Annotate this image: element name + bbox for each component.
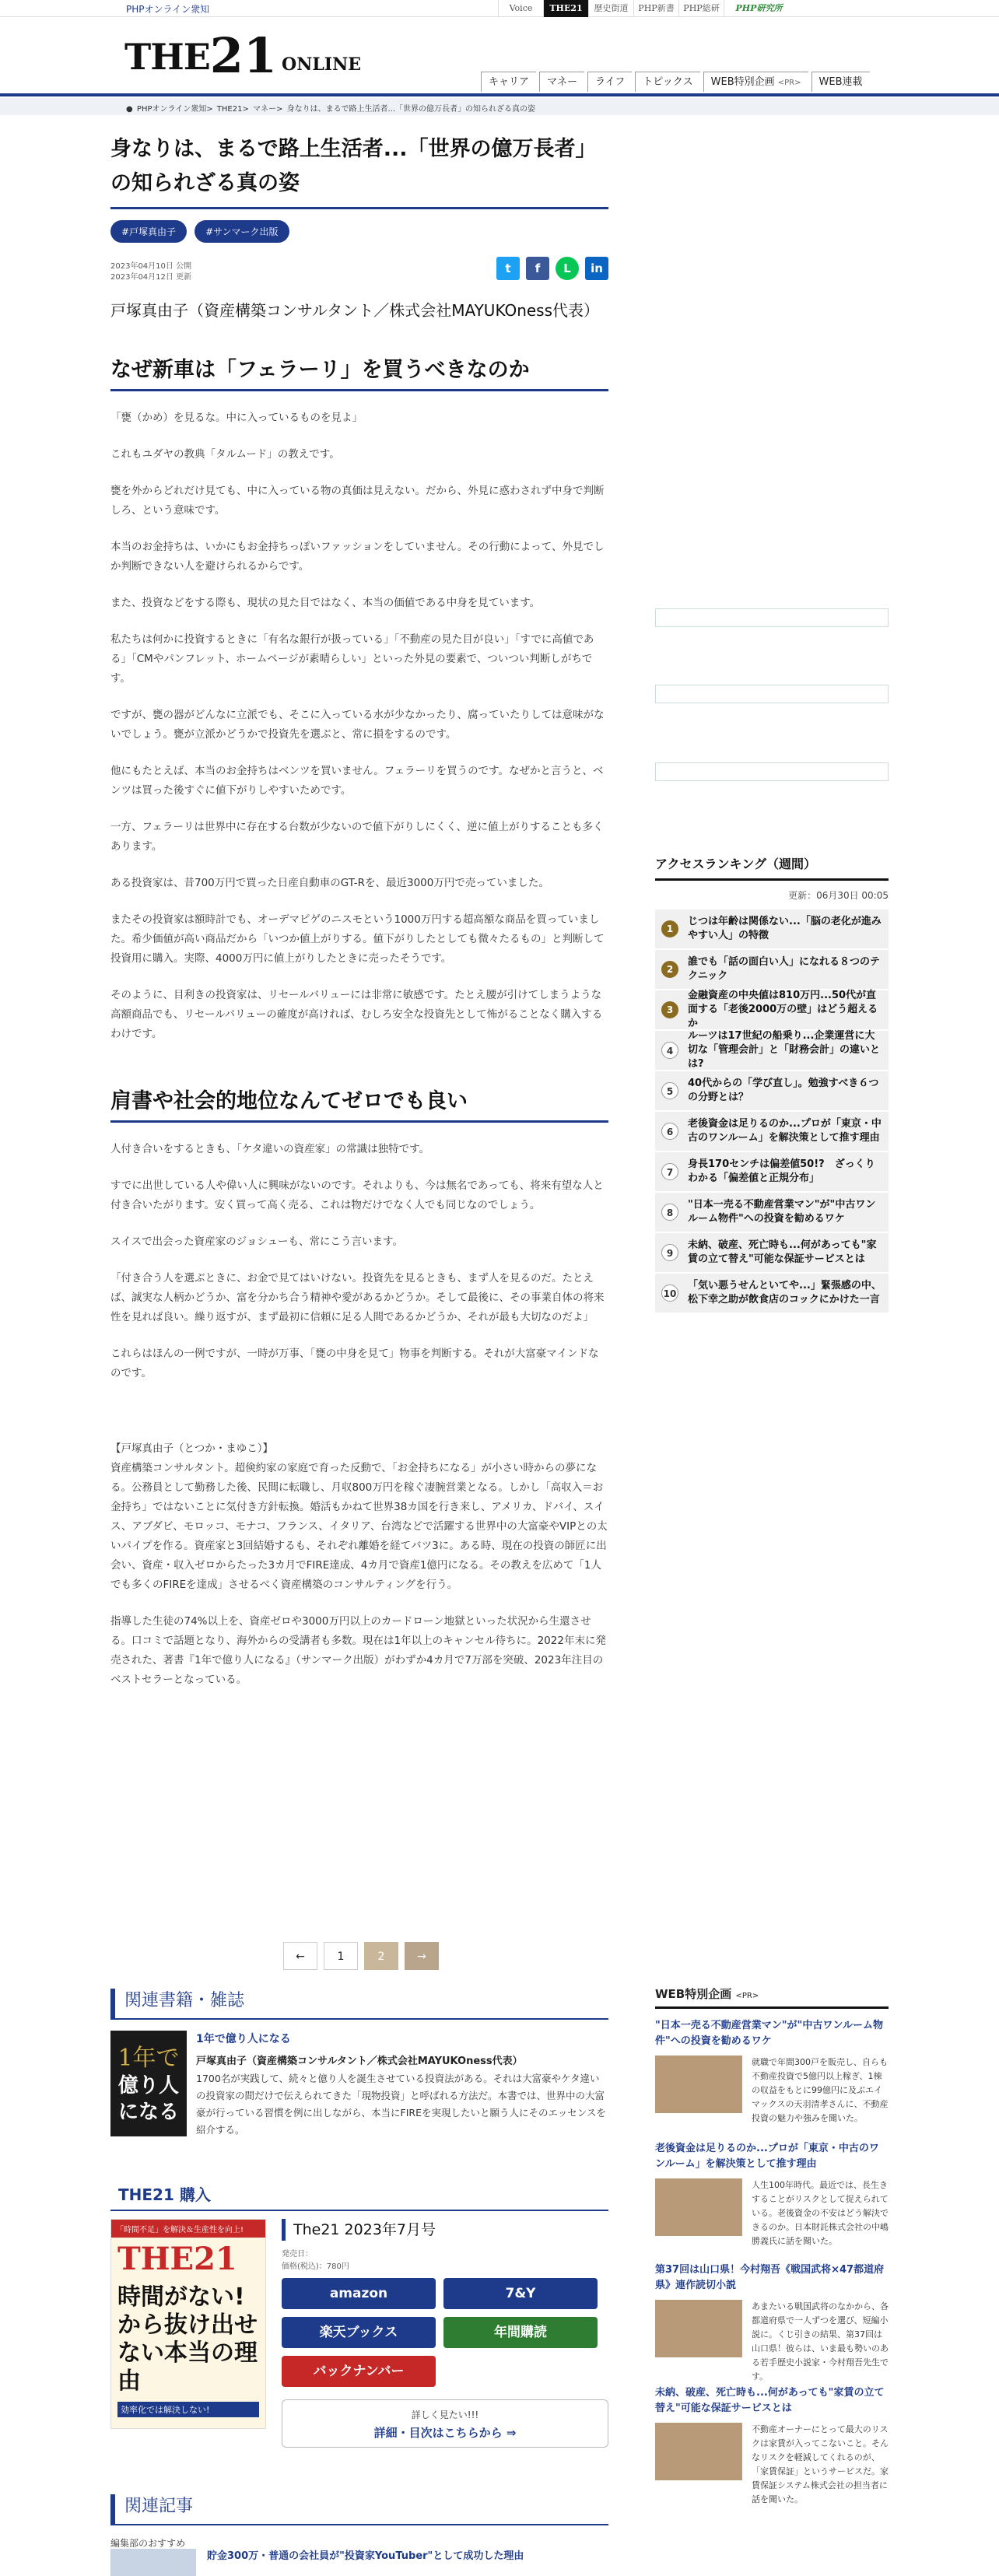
article-paragraph: 本当のお金持ちは、いかにもお金持ちっぽいファッションをしていません。その行動によって、外見でしか判断できない人を避けられるからです。 xyxy=(110,541,605,573)
buy-amazon-button[interactable]: amazon xyxy=(282,2278,436,2309)
annual-subscription-button[interactable]: 年間購読 xyxy=(443,2317,598,2348)
magazine-cover[interactable] xyxy=(110,2219,266,2429)
related-heading: 関連記事 xyxy=(110,2494,608,2525)
section-body xyxy=(110,408,608,1044)
ranking-item[interactable] xyxy=(655,1193,889,1233)
nav-career[interactable] xyxy=(481,72,536,92)
price-label: 価格(税込)：780円 xyxy=(282,2262,349,2271)
ranking-item[interactable] xyxy=(655,1112,889,1152)
web-special-item[interactable] xyxy=(655,2141,889,2248)
twitter-icon[interactable]: t xyxy=(496,257,520,280)
issue-title: The21 2023年7月号 xyxy=(282,2219,608,2241)
ranking-title: 「気い悪うせんといてや...」緊張感の中、松下幸之助が飲食店のコックにかけた一言 xyxy=(688,1280,882,1306)
article-paragraph: 人付き合いをするときも、「ケタ違いの資産家」の常識は独特です。 xyxy=(110,1143,429,1155)
web-special-item[interactable] xyxy=(655,2385,889,2507)
ranking-title: 未納、破産、死亡時も...何があっても"家賃の立て替え"可能な保証サービスとは xyxy=(688,1239,877,1265)
ranking-number: 1 xyxy=(661,920,678,938)
nav-pr-badge: <PR> xyxy=(777,79,801,87)
nav-label: ライフ xyxy=(595,76,626,88)
pager-prev[interactable]: ← xyxy=(283,1942,317,1970)
article-paragraph: 他にもたとえば、本当のお金持ちはベンツを買いません。フェラーリを買うのです。なぜかと言うと、ベンツは買った後すぐに値下がりしやすいためです。 xyxy=(110,765,604,797)
updated-date: 2023年04月12日 更新 xyxy=(110,273,192,282)
brand-link-php-souken[interactable]: PHP総研 xyxy=(678,0,724,17)
brand-link-php-kenkyujo[interactable]: PHP研究所 xyxy=(724,0,794,17)
purchase-panel xyxy=(282,2219,608,2448)
ad-banner[interactable] xyxy=(655,608,889,627)
nav-label: マネー xyxy=(547,76,578,88)
book-info xyxy=(196,2031,608,2139)
ranking-title: 誰でも「話の面白い人」になれる８つのテクニック xyxy=(688,956,881,982)
brand-links xyxy=(498,0,794,17)
web-special-item-title: "日本一売る不動産営業マン"が"中古ワンルーム物件"への投資を勧めるワケ xyxy=(655,2020,883,2047)
brand-link-the21[interactable]: THE21 xyxy=(543,0,588,17)
ranking-title: 身長170センチは偏差値50!? ざっくりわかる「偏差値と正規分布」 xyxy=(688,1158,875,1184)
ranking-title: "日本一売る不動産営業マン"が"中古ワンルーム物件"への投資を勧めるワケ xyxy=(688,1199,876,1225)
logo-online: ONLINE xyxy=(282,54,361,75)
brand-link-voice[interactable]: Voice xyxy=(498,0,543,17)
ranking-number: 3 xyxy=(661,1001,678,1018)
brand-link-rekishi[interactable]: 歴史街道 xyxy=(588,0,633,17)
web-special-item[interactable] xyxy=(655,2018,889,2126)
web-special-pr: <PR> xyxy=(735,1992,759,2000)
article-paragraph: ですが、甕の器がどんなに立派でも、そこに入っている水が少なかったり、腐っていたりしては意味がないでしょう。甕が立派かどうかで投資先を選ぶと、常に損をするのです。 xyxy=(110,709,605,741)
buy-rakuten-button[interactable]: 楽天ブックス xyxy=(282,2317,436,2348)
article-paragraph: 「甕（かめ）を見るな。中に入っているものを見よ」 xyxy=(110,412,363,424)
ranking-title: 老後資金は足りるのか...プロが「東京・中古のワンルーム」を解決策として推す理由 xyxy=(688,1118,882,1144)
ranking-item[interactable] xyxy=(655,1071,889,1112)
nav-life[interactable] xyxy=(587,72,632,92)
nav-money[interactable] xyxy=(539,72,584,92)
books-heading: 関連書籍・雑誌 xyxy=(110,1989,608,2020)
ranking-title: ルーツは17世紀の船乗り...企業運営に大切な「管理会計」と「財務会計」の違いとは? xyxy=(688,1030,881,1070)
web-special-item-title: 第37回は山口県！今村翔吾《戦国武将×47都道府県》連作読切小説 xyxy=(655,2264,885,2291)
related-subheading: 編集部のおすすめ xyxy=(110,2538,186,2549)
related-article[interactable] xyxy=(110,2549,608,2576)
nav-label: WEB連載 xyxy=(818,76,863,88)
tag-link[interactable]: #サンマーク出版 xyxy=(195,220,289,243)
ranking-title: 40代からの「学び直し」。勉強すべき６つの分野とは？ xyxy=(688,1078,879,1103)
book-cover-text: 1年で xyxy=(117,2045,180,2072)
breadcrumb: ● PHPオンライン衆知> THE21> マネー> 身なりは、まるで路上生活者...「世界の億万長者」の知られざる真の姿 xyxy=(0,98,999,115)
mag-cover-headline: 時間がない!から抜け出せない本当の理由 xyxy=(117,2283,258,2395)
ranking-number: 4 xyxy=(661,1042,678,1059)
ranking-item[interactable] xyxy=(655,1031,889,1071)
detail-cta: 詳細・目次はこちらから ⇒ xyxy=(373,2426,517,2440)
ranking-number: 5 xyxy=(661,1082,678,1099)
nav-label: WEB特別企画 xyxy=(710,76,775,88)
pager-page-1[interactable]: 1 xyxy=(324,1942,358,1970)
web-special-thumbnail xyxy=(655,2300,742,2357)
bio-paragraph: 指導した生徒の74%以上を、資産ゼロや3000万円以上のカードローン地獄といった状況から生還させる。口コミで話題となり、海外からの受講者も多数。現在は1年以上のキャンセル待ちに。2022年末に発売された、著書『1年で億り人になる』（サンマーク出版）がわずか4カ月で7万部を突破、2023年注目のベストセラーとなっている。 xyxy=(110,1615,606,1686)
ranking-item[interactable] xyxy=(655,1233,889,1274)
ranking-item[interactable] xyxy=(655,1152,889,1193)
article-paragraph: 「付き合う人を選ぶときに、お金で見てはいけない。投資先を見るときも、まず人を見るのだ。たとえば、誠実な人柄かどうか、富を分かち合う精神や愛があるかどうか。そして最後に、その事業自体の将来性を見れば良い。繰り返すが、まず最初に信頼に足る人間であるかどうか、それが最も大切なのだよ」 xyxy=(110,1272,605,1323)
article-dates xyxy=(110,261,191,283)
web-special-item-desc: 不動産オーナーにとって最大のリスクは家賃が入ってこないこと。そんなリスクを軽減してくれるのが、「家賃保証」というサービスだ。家賃保証システム株式会社の担当者に話を聞いた。 xyxy=(752,2424,889,2504)
related-thumbnail xyxy=(110,2549,196,2576)
web-special-thumbnail xyxy=(655,2056,742,2113)
bio-name: 【戸塚真由子（とつか・まゆこ）】 xyxy=(110,1442,273,1455)
ranking-updated: 更新：06月30日 00:05 xyxy=(788,890,889,901)
book-cover-text: 億り人 xyxy=(117,2074,179,2098)
web-special-title: WEB特別企画 xyxy=(655,1987,732,2001)
ranking-title: 金融資産の中央値は810万円...50代が直面する「老後2000万の壁」はどう超えるか xyxy=(688,990,878,1029)
book-description: 1700名が実践して、続々と億り人を誕生させている投資法がある。それは大富豪やケタ違いの投資家の間だけで伝えられてきた「現物投資」と呼ばれる方法だ。本書では、世界中の大富豪が行っている習慣を例に出しながら、本当にFIREを実現したいと願う人にそのエッセンスを紹介する。 xyxy=(196,2073,606,2136)
breadcrumb-current: 身なりは、まるで路上生活者...「世界の億万長者」の知られざる真の姿 xyxy=(286,105,536,114)
site-link-php-online[interactable]: PHPオンライン衆知 xyxy=(126,4,210,15)
article-paragraph: 一方、フェラーリは世界中に存在する台数が少ないので値下がりしにくく、逆に値上がりすることも多くあります。 xyxy=(110,821,604,853)
ranking-item[interactable] xyxy=(655,909,889,950)
web-special-item-body xyxy=(655,2423,889,2507)
article-paragraph: これもユダヤの教典「タルムード」の教えです。 xyxy=(110,448,340,461)
article-paragraph: ある投資家は、昔700万円で買った日産自動車のGT-Rを、最近3000万円で売っていました。 xyxy=(110,877,549,889)
nav-topics[interactable] xyxy=(635,72,699,92)
ranking-item[interactable] xyxy=(655,950,889,990)
web-special-thumbnail xyxy=(655,2178,742,2236)
published-date: 2023年04月10日 公開 xyxy=(110,262,192,271)
web-special-thumbnail xyxy=(655,2423,742,2480)
article-paragraph: また、投資などをする際も、現状の見た目ではなく、本当の価値である中身を見ています。 xyxy=(110,597,541,609)
detail-link[interactable] xyxy=(282,2399,608,2448)
breadcrumb-item[interactable]: PHPオンライン衆知 xyxy=(136,105,207,114)
ranking-number: 8 xyxy=(661,1204,678,1221)
detail-label: 詳しく見たい!!! xyxy=(411,2410,479,2420)
ranking-number: 10 xyxy=(661,1284,678,1302)
purchase-buttons xyxy=(282,2278,608,2387)
article-paragraph: 甕を外からどれだけ見ても、中に入っている物の真価は見えない。だから、外見に惑わされず中身で判断しろ、という意味です。 xyxy=(110,485,605,517)
web-special-item-desc: 就職で年間300戸を販売し、自らも不動産投資で5億円以上稼ぎ、1棟の収益をもとに99億円に及ぶエイマックスの天羽清孝さんに、不動産投資の魅力や強みを聞いた。 xyxy=(752,2057,889,2123)
buy-7andy-button[interactable]: 7&Y xyxy=(443,2278,598,2309)
site-logo[interactable] xyxy=(124,27,361,84)
ranking-list xyxy=(655,909,889,1314)
ranking-item[interactable] xyxy=(655,1274,889,1314)
web-special-heading xyxy=(655,1985,889,2009)
book-cover-text: になる xyxy=(117,2101,179,2124)
ranking-title: じつは年齢は関係ない...「脳の老化が進みやすい人」の特徴 xyxy=(688,916,882,941)
web-special-item-desc: あまたいる戦国武将のなかから、各都道府県で一人ずつを選び、短編小説に。くじ引きの結果、第37回は山口県！彼らは、いま最も勢いのある若手歴史小説家・今村翔吾先生です。 xyxy=(752,2301,889,2381)
top-bar xyxy=(0,0,999,17)
book-title-link[interactable]: 1年で億り人になる xyxy=(196,2033,291,2045)
article-paragraph: これらはほんの一例ですが、一時が万事、「甕の中身を見て」物事を判断する。それが大富豪マインドなのです。 xyxy=(110,1348,599,1379)
ranking-heading: アクセスランキング（週間） xyxy=(655,854,889,881)
global-nav xyxy=(478,72,870,92)
book-card xyxy=(110,2031,608,2136)
ranking-number: 2 xyxy=(661,961,678,978)
article-paragraph: すでに出世している人や偉い人に興味がないのです。それよりも、今は無名であっても、将来有望な人と付き合いたがります。安く買って高く売る、これは物だけでなく人でも同じなのでしょう。 xyxy=(110,1179,604,1211)
breadcrumb-item[interactable]: マネー xyxy=(253,105,277,114)
article-title: 身なりは、まるで路上生活者...「世界の億万長者」の知られざる真の姿 xyxy=(110,132,608,209)
bio-paragraph: 資産構築コンサルタント。超倹約家の家庭で育った反動で、「お金持ちになる」が小さい時からの夢になる。公務員として勤務した後、民間に転職し、月収800万円を稼ぐ凄腕営業となる。しかし「高収入＝お金持ち」ではないことに気付き方針転換。婚活もかねて世界38カ国を行き来し、アメリカ、ドバイ、スイス、アブダビ、モロッコ、モナコ、フランス、イタリア、台湾などで活躍する世界中の大富豪やVIPとの太いパイプを作る。資産家と3回結婚するも、それぞれ離婚を経てバツ3に。ある時、現在の投資の師匠に出会い、資産・収入ゼロからたった3カ月でFIRE達成、4カ月で資産1億円になる。その教えを広めて「1人でも多くのFIREを達成」させるべく資産構築のコンサルティングを行う。 xyxy=(110,1462,608,1591)
nav-label: トピックス xyxy=(643,76,693,88)
article-author: 戸塚真由子（資産構築コンサルタント／株式会社MAYUKOness代表） xyxy=(110,301,600,320)
book-author: 戸塚真由子（資産構築コンサルタント／株式会社MAYUKOness代表） xyxy=(196,2056,523,2067)
article-meta xyxy=(110,254,608,299)
web-special-item-title: 老後資金は足りるのか...プロが「東京・中古のワンルーム」を解決策として推す理由 xyxy=(655,2143,879,2170)
mag-cover-logo: THE21 xyxy=(117,2241,237,2277)
article-paragraph: そのように、目利きの投資家は、リセールバリューには非常に敏感です。たとえ腰が引けてしまうような高額商品でも、リセールバリューの確度が高ければ、むしろ安全な投資先として怖がることなく購入するわけです。 xyxy=(110,989,603,1040)
section-heading: なぜ新車は「フェラーリ」を買うべきなのか xyxy=(110,355,608,391)
ranking-number: 7 xyxy=(661,1163,678,1180)
author-bio xyxy=(110,1439,608,1690)
ad-banner[interactable] xyxy=(655,685,889,703)
brand-link-php-shinsho[interactable]: PHP新書 xyxy=(633,0,678,17)
site-header xyxy=(0,17,999,96)
home-icon: ● xyxy=(126,105,133,114)
web-special-item-body xyxy=(655,2300,889,2384)
nav-web-series[interactable] xyxy=(811,72,870,92)
logo-the: THE xyxy=(124,36,210,78)
ranking-number: 6 xyxy=(661,1123,678,1140)
web-special-item-body xyxy=(655,2056,889,2126)
linkedin-icon[interactable]: in xyxy=(585,257,608,280)
related-title: 貯金300万・普通の会社員が"投資家YouTuber"として成功した理由 xyxy=(207,2550,524,2562)
ad-banner[interactable] xyxy=(655,762,889,781)
tag-list xyxy=(110,220,608,243)
nav-label: キャリア xyxy=(489,76,530,88)
breadcrumb-item[interactable]: THE21 xyxy=(216,105,243,114)
purchase-heading: THE21 購入 xyxy=(110,2183,608,2211)
web-special-item[interactable] xyxy=(655,2262,889,2384)
ranking-number: 9 xyxy=(661,1244,678,1261)
web-special-item-body xyxy=(655,2178,889,2248)
logo-number: 21 xyxy=(209,27,278,84)
book-cover[interactable] xyxy=(110,2031,187,2136)
mag-cover-sub: 効率化では解決しない! xyxy=(117,2402,259,2417)
article-paragraph: 私たちは何かに投資するときに「有名な銀行が扱っている」「不動産の見た目が良い」「すでに高値である」「CMやパンフレット、ホームページが素晴らしい」といった外見の要素で、ついつい判断しがちです。 xyxy=(110,633,594,685)
section-body xyxy=(110,1140,608,1383)
facebook-icon[interactable]: f xyxy=(526,257,549,280)
nav-web-special[interactable] xyxy=(703,72,808,92)
pager-page-2-current: 2 xyxy=(364,1942,398,1970)
article-paragraph: またその投資家は額時計でも、オーデマピゲのニスモという1000万円する超高額な商品を買っていました。希少価値が高い商品だから「いつか値上がりする。値下がりしたとしても微々たるもの」と判断して投資用に購入。実際、4000万円に値上がりしたときに売ったそうです。 xyxy=(110,913,605,965)
ranking-item[interactable] xyxy=(655,990,889,1031)
pagination xyxy=(283,1942,439,1970)
release-label: 発売日： xyxy=(282,2250,313,2259)
pager-next[interactable]: → xyxy=(405,1942,439,1970)
back-number-button[interactable]: バックナンバー xyxy=(282,2356,436,2387)
ranking-widget xyxy=(655,854,889,1314)
share-buttons xyxy=(496,257,608,280)
mag-cover-text: 「時間不足」を解決＆生産性を向上! xyxy=(111,2220,265,2238)
tag-link[interactable]: #戸塚真由子 xyxy=(110,220,187,243)
web-special-item-title: 未納、破産、死亡時も...何があっても"家賃の立て替え"可能な保証サービスとは xyxy=(655,2387,885,2414)
section-heading: 肩書や社会的地位なんてゼロでも良い xyxy=(110,1086,608,1123)
web-special-item-desc: 人生100年時代。最近では、長生きすることがリスクとして捉えられている。老後資金の不安はどう解決できるのか。日本財託株式会社の中嶋勝義氏に話を聞いた。 xyxy=(752,2180,889,2246)
article xyxy=(110,132,608,1690)
line-icon[interactable]: L xyxy=(556,257,579,280)
article-paragraph: スイスで出会った資産家のジョシューも、常にこう言います。 xyxy=(110,1235,403,1248)
